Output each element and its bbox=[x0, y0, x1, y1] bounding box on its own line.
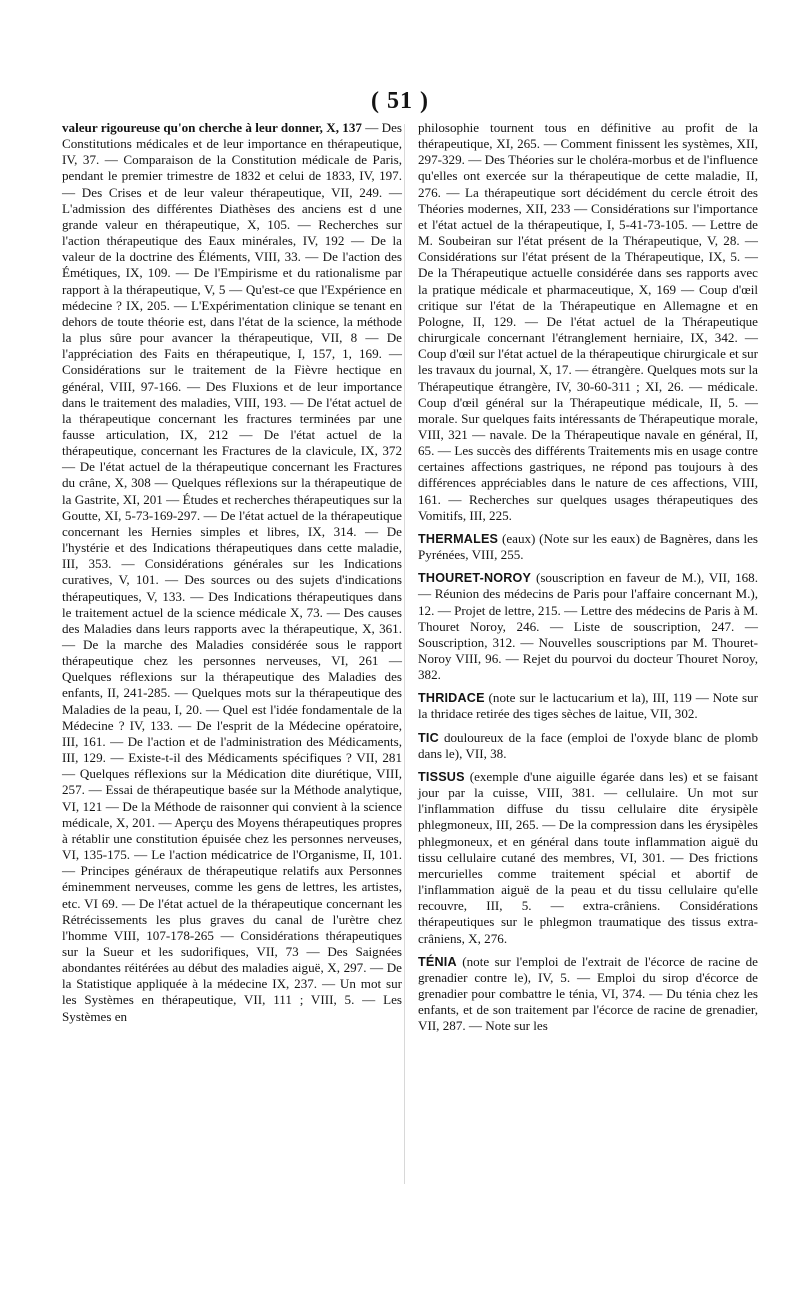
entry-text: (souscription en faveur de M.), VII, 168. — Réunion des médecins de Paris pour l'affaire concernant M.), 12. — Projet de lettre, 215. — Lettre des médecins de Paris à M. Thouret Noroy, 246. — Liste de souscription, 247. — Souscription, 312. — Nouvelles souscriptions par M. Thouret-Noroy VIII, 96. — Rejet du pourvoi du docteur Thouret Noroy, 382. bbox=[418, 570, 758, 683]
column-divider bbox=[404, 124, 405, 1184]
index-entry-tic bbox=[418, 730, 758, 762]
index-headword: THERMALES bbox=[418, 531, 499, 546]
entry-text: (note sur le lactucarium et la), III, 119 — Note sur la thridace retirée des tiges sèches de laitue, VII, 302. bbox=[418, 690, 758, 722]
entry-text: (note sur l'emploi de l'extrait de l'écorce de racine de grenadier contre le), IV, 5. — Emploi du sirop d'écorce de grenadier pour combattre le ténia, VI, 374. — Du ténia chez les enfants, et de son traitement par l'écorce de racine de grenadier, VII, 287. — Note sur les bbox=[418, 953, 758, 1034]
continuation-text: philosophie tournent tous en définitive au profit de la thérapeutique, XI, 265. — Comment finissent les systèmes, XII, 297-329. — Des Théories sur le choléra-morbus et de l'influence qu'elles ont exercée sur la thérapeutique de cette maladie, II, 276. — La thérapeutique sort décidément du cercle étroit des Théories modernes, XII, 233 — Considérations sur l'importance et l'état actuel de la thérapeutique, I, 5-41-73-105. — Lettre de M. Soubeiran sur l'état présent de la Thérapeutique, V, 28. — Considérations sur l'état présent de la Thérapeutique, IX, 5. — De la Thérapeutique actuelle considérée dans ses rapports avec la pratique médicale et pharmaceutique, X, 169 — Coup d'œil critique sur l'état de la Thérapeutique en Allemagne et en Pologne, II, 129. — De l'état actuel de la Thérapeutique chirurgicale concernant l'étranglement herniaire, IX, 342. — Coup d'œil sur l'état actuel de la thérapeutique chirurgicale et sur les travaux du journal, X, 17. — étrangère. Quelques mots sur la Thérapeutique étrangère, IV, 30-60-311 ; XI, 26. — médicale. Coup d'œil général sur la Thérapeutique médicale, II, 5. — morale. Sur quelques faits intéressants de Thérapeutique morale, VIII, 321 — navale. De la Thérapeutique navale en général, II, 65. — Les succès des différents Traitements mis en usage contre certaines affections gastriques, ne répond pas toujours à des différences appréciables dans le nature de ces affections, VIII, 161. — Recherches sur quelques usages thérapeutiques des Vomitifs, III, 225. bbox=[418, 120, 758, 523]
entry-text: douloureux de la face (emploi de l'oxyde blanc de plomb dans le), VII, 38. bbox=[418, 729, 758, 761]
index-headword: TIC bbox=[418, 730, 439, 745]
index-entry-thouret-noroy bbox=[418, 570, 758, 683]
index-column-right bbox=[418, 120, 758, 1034]
opening-words: valeur rigoureuse qu'on cherche à leur donner, X, 137 bbox=[62, 120, 362, 135]
entry-text: (eaux) (Note sur les eaux) de Bagnères, dans les Pyrénées, VIII, 255. bbox=[418, 530, 758, 563]
index-headword: TÉNIA bbox=[418, 954, 457, 969]
index-entry-tissus bbox=[418, 769, 758, 947]
index-entry-thridace bbox=[418, 690, 758, 722]
entry-text: (exemple d'une aiguille égarée dans les) et se faisant jour par la cuisse, VIII, 381. — cellulaire. Un mot sur l'inflammation diffuse du tissu cellulaire dite érysipèle phlegmoneux, III, 265. — De la compression dans les érysipèles phlegmoneux, et en général dans toute inflammation aiguë du tissu cellulaire cutané des membres, VI, 301. — Des frictions mercurielles comme traitement spécial et abortif de l'inflammation aiguë de la peau et du tissu cellulaire qu'elle recouvre, III, 5. — extra-crâniens. Considérations thérapeutiques sur le phlegmon traumatique des tissus extra-crâniens, X, 276. bbox=[418, 768, 758, 946]
index-entry-thermales bbox=[418, 531, 758, 563]
page-number: ( 51 ) bbox=[371, 88, 429, 114]
index-headword: THRIDACE bbox=[418, 691, 485, 706]
column-text bbox=[62, 120, 402, 1025]
index-entry-tenia bbox=[418, 954, 758, 1035]
index-column-left bbox=[62, 120, 402, 1025]
index-headword: THOURET-NOROY bbox=[418, 571, 532, 586]
index-headword: TISSUS bbox=[418, 769, 465, 784]
entry-text: — Des Constitutions médicales et de leur importance en thérapeutique, IV, 37. — Comparaison de la Constitution médicale de Paris, pendant le premier trimestre de 1832 et celui de 1833, IV, 197. — Des Crises et de leur valeur thérapeutique, VII, 249. — L'admission des différentes Diathèses des anciens est d une grande valeur en thérapeutique, X, 105. — Recherches sur l'action thérapeutique des Eaux minérales, IV, 192 — De la valeur de la doctrine des Éléments, VIII, 33. — De l'action des Émétiques, IX, 109. — De l'Empirisme et du rationalisme par rapport à la thérapeutique, V, 5 — Qu'est-ce que l'Expérience en médecine ? IX, 205. — L'Expérimentation clinique se tenant en dehors de toute théorie est, dans l'état de la science, la méthode la plus sûre pour avancer la thérapeutique, VII, 8 — De l'appréciation des Faits en thérapeutique, I, 157, 1, 169. — Considérations sur le traitement de la Fièvre hectique en général, VIII, 97-166. — Des Fluxions et de leur importance dans le traitement des maladies, VIII, 193. — De l'état actuel de la thérapeutique concernant les fractures terminées par une fausse articulation, IX, 212 — De l'état actuel de la thérapeutique, concernant les Fractures de la clavicule, IX, 372 — De l'état actuel de la thérapeutique concernant les Fractures du crâne, X, 308 — Quelques réflexions sur la thérapeutique de la Gastrite, XI, 201 — Études et recherches thérapeutiques sur la Goutte, XI, 5-73-169-297. — De l'état actuel de la thérapeutique concernant les Hernies simples et libres, IX, 314. — De l'hystérie et des Indications thérapeutiques dans cette maladie, III, 353. — Considérations générales sur les Indications curatives, V, 101. — Des sources ou des sujets d'indications thérapeutiques, V, 133. — Des Indications thérapeutiques dans le traitement actuel de la science médicale X, 73. — Des causes des Maladies dans leurs rapports avec la thérapeutique, X, 361. — De la marche des Maladies considérée sous le rapport thérapeutique chez les personnes nerveuses, VI, 261 — Quelques réflexions sur la thérapeutique des Maladies des enfants, II, 241-285. — Quelques mots sur la thérapeutique des Maladies de la peau, I, 20. — Quel est l'idée fondamentale de la Médecine ? IV, 133. — De l'esprit de la Médecine opératoire, III, 161. — De l'action et de l'administration des Médicaments, III, 129. — Existe-t-il des Médicaments spécifiques ? VII, 281 — Quelques réflexions sur la Médication dite diurétique, VIII, 257. — Essai de thérapeutique basée sur la Méthode analytique, VI, 121 — De la Méthode de raisonner qui convient à la science médicale, X, 201. — Aperçu des Moyens thérapeutiques propres à rétablir une constitution épuisée chez les personnes nerveuses, VI, 135-175. — Le l'action médicatrice de l'Organisme, II, 101. — Principes généraux de thérapeutique relatifs aux Personnes éminemment nerveuses, comme les gens de lettres, les artistes, etc. VI 69. — De l'état actuel de la thérapeutique concernant les Rétrécissements les plus graves du canal de l'urètre chez l'homme VIII, 107-178-265 — Considérations thérapeutiques sur la Sueur et les sudorifiques, VII, 73 — Des Saignées abondantes réitérées au début des maladies aiguë, X, 297. — De la Statistique appliquée à la médecine IX, 237. — Un mot sur les Systèmes en thérapeutique, VII, 111 ; VIII, 5. — Les Systèmes en bbox=[62, 120, 402, 1024]
